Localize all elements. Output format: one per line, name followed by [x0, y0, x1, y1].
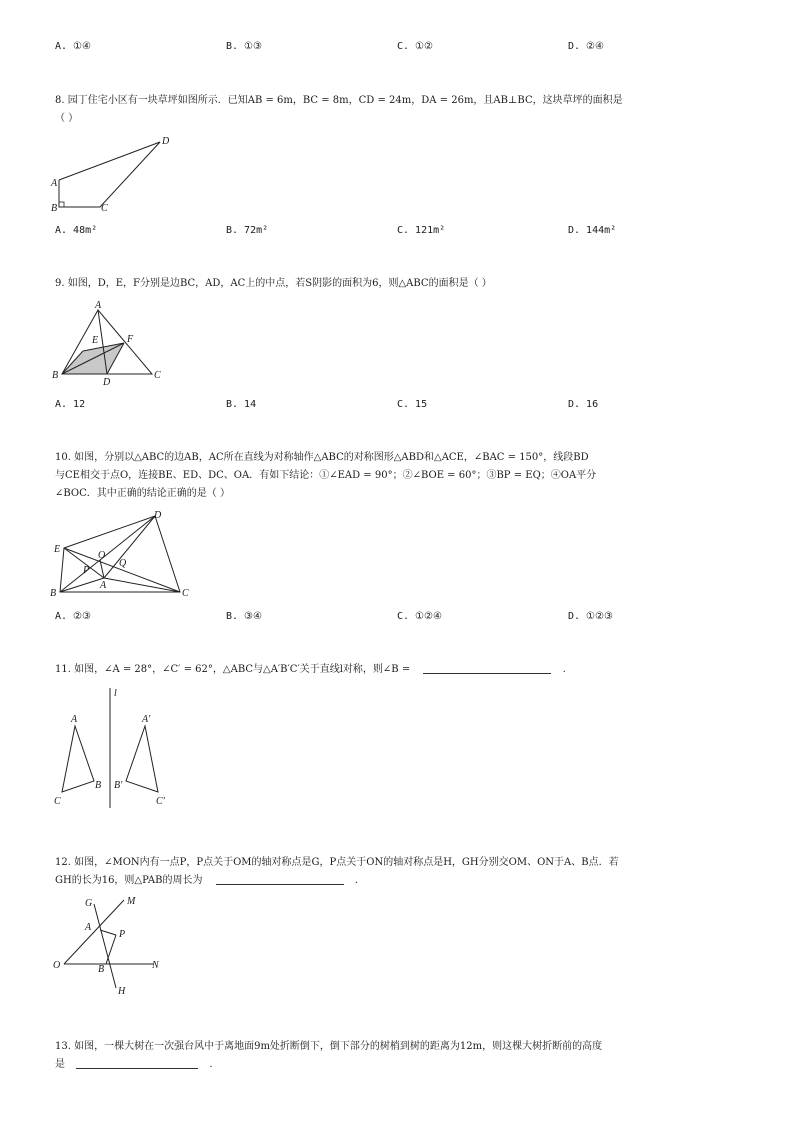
q9-label-e: E — [92, 335, 99, 346]
q8-label-d: D — [162, 136, 170, 147]
q8-option-a: A. 48m² — [55, 225, 98, 236]
q8-option-c: C. 121m² — [397, 225, 446, 236]
q12-label-g: G — [85, 898, 93, 909]
q10-stem-line2: 与CE相交于点O，连接BE、ED、DC、OA．有如下结论：①∠EAD = 90°；②∠BOE = 60°；③BP = EQ；④OA平分 — [55, 470, 597, 481]
q10-option-d: D. ①②③ — [568, 611, 613, 622]
q8-option-b: B. 72m² — [226, 225, 269, 236]
q9-option-d: D. 16 — [568, 399, 599, 410]
q10-label-q: Q — [119, 558, 127, 569]
q8-label-b: B — [51, 203, 58, 214]
q10-option-c: C. ①②④ — [397, 611, 442, 622]
q10-option-b: B. ③④ — [226, 611, 262, 622]
q10-label-d: D — [154, 510, 162, 521]
q7-option-d: D. ②④ — [568, 41, 604, 52]
q10-label-c: C — [182, 588, 189, 599]
q11-label-a: A — [71, 714, 78, 725]
q12-label-p: P — [119, 929, 126, 940]
q7-option-a: A. ①④ — [55, 41, 91, 52]
q8-label-a: A — [51, 178, 58, 189]
q13-period: . — [209, 1059, 213, 1070]
q9-label-d: D — [103, 377, 111, 388]
q11-stem — [55, 663, 566, 677]
q9-label-c: C — [154, 370, 161, 381]
q9-option-b: B. 14 — [226, 399, 257, 410]
q13-stem-line2 — [55, 1058, 213, 1072]
q10-label-b: B — [50, 588, 57, 599]
q13-stem-text: 是 — [55, 1059, 65, 1070]
q8-stem-line1: 8. 园丁住宅小区有一块草坪如图所示．已知AB = 6m，BC = 8m，CD = 24m，DA = 26m，且AB⊥BC，这块草坪的面积是 — [55, 95, 623, 106]
q8-label-c: C — [101, 203, 108, 214]
q13-stem-line1: 13. 如图，一棵大树在一次强台风中于离地面9m处折断倒下，倒下部分的树梢到树的距离为12m，则这棵大树折断前的高度 — [55, 1041, 603, 1052]
q9-label-a: A — [95, 300, 102, 311]
q10-stem-line1: 10. 如图，分别以△ABC的边AB，AC所在直线为对称轴作△ABC的对称图形△ABD和△ACE，∠BAC = 150°，线段BD — [55, 452, 589, 463]
q12-answer-blank[interactable] — [216, 874, 344, 885]
q10-label-a: A — [100, 580, 107, 591]
q7-option-c: C. ①② — [397, 41, 433, 52]
q12-label-n: N — [152, 960, 159, 971]
q9-option-c: C. 15 — [397, 399, 428, 410]
q11-label-b-prime: B′ — [114, 780, 123, 791]
q9-option-a: A. 12 — [55, 399, 86, 410]
q12-label-h: H — [118, 986, 126, 997]
q12-period: . — [354, 875, 359, 886]
q9-stem: 9. 如图，D，E，F分别是边BC，AD，AC上的中点，若S阴影的面积为6，则△ABC的面积是（ ） — [55, 278, 492, 289]
q10-label-p: P — [83, 565, 90, 576]
q9-figure — [48, 298, 178, 388]
q11-stem-text: 11. 如图，∠A = 28°，∠C′ = 62°，△ABC与△A′B′C′关于直线l对称，则∠B = — [55, 664, 411, 675]
q9-label-f: F — [127, 334, 134, 345]
q11-label-l: l — [114, 688, 117, 699]
q8-stem-line2: （ ） — [55, 113, 79, 124]
q8-option-d: D. 144m² — [568, 225, 617, 236]
q11-label-b: B — [95, 780, 102, 791]
q12-label-o: O — [53, 960, 61, 971]
q10-stem-line3: ∠BOC．其中正确的结论正确的是（ ） — [55, 488, 230, 499]
q12-figure — [48, 894, 178, 998]
q12-stem-line1: 12. 如图，∠MON内有一点P，P点关于OM的轴对称点是G，P点关于ON的轴对称点是H，GH分别交OM、ON于A、B点．若 — [55, 857, 619, 868]
q12-stem-line2 — [55, 874, 358, 888]
q13-answer-blank[interactable] — [76, 1058, 198, 1069]
q7-option-b: B. ①③ — [226, 41, 262, 52]
q10-option-a: A. ②③ — [55, 611, 91, 622]
q11-label-a-prime: A′ — [142, 714, 151, 725]
q11-period: . — [562, 664, 566, 675]
q11-answer-blank[interactable] — [423, 663, 551, 674]
q10-label-o: O — [98, 550, 106, 561]
q9-label-b: B — [52, 370, 59, 381]
q12-label-m: M — [127, 896, 136, 907]
q11-label-c: C — [54, 796, 61, 807]
q12-label-a: A — [85, 922, 92, 933]
q10-figure — [48, 508, 198, 600]
q8-figure — [48, 132, 188, 214]
q11-figure — [48, 684, 188, 810]
q10-label-e: E — [54, 544, 61, 555]
q11-label-c-prime: C′ — [156, 796, 165, 807]
q12-stem-text: GH的长为16，则△PAB的周长为 — [55, 875, 203, 886]
q12-label-b: B — [98, 964, 105, 975]
